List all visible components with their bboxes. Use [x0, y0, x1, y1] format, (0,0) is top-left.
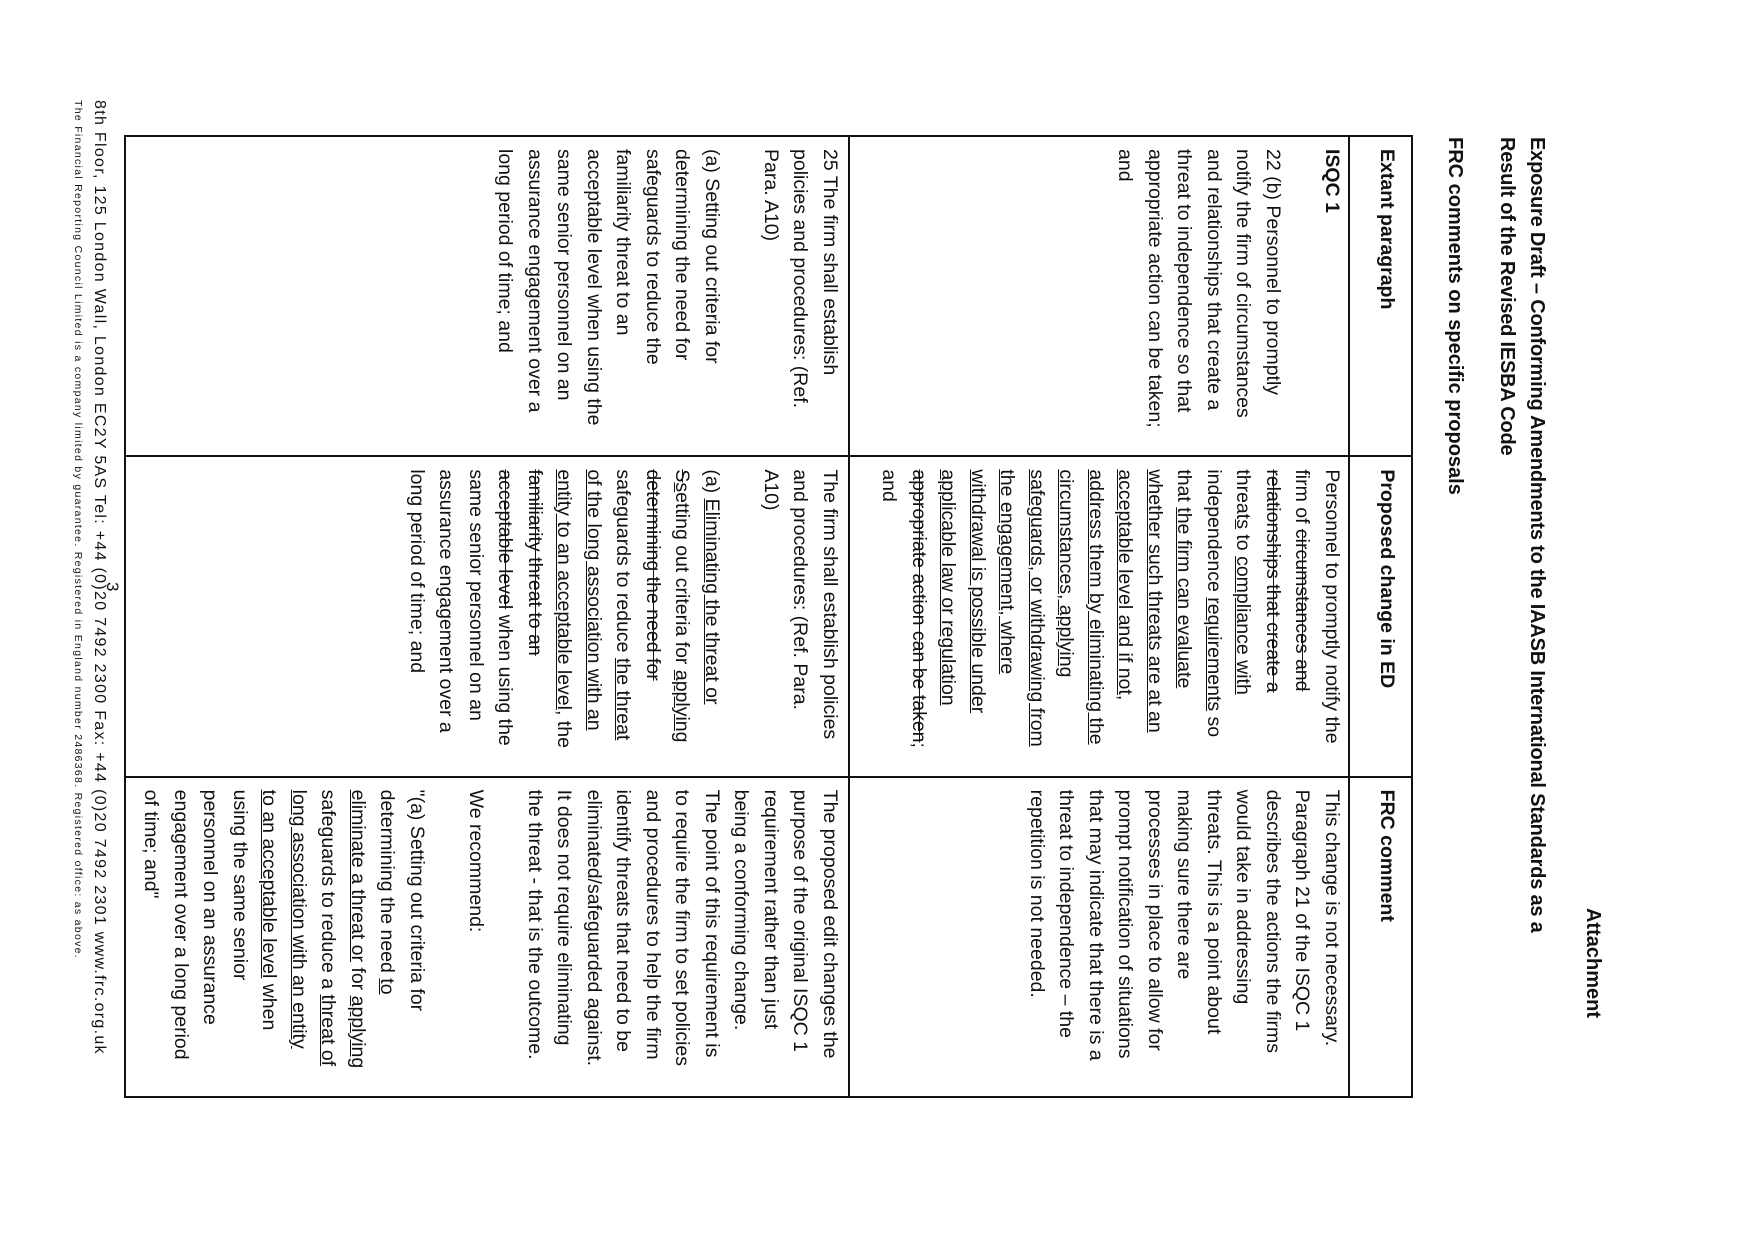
text-segment: that	[1173, 469, 1196, 508]
text-segment: identify threats that need to be	[612, 789, 635, 1053]
text-segment: Para. A10)	[760, 149, 782, 242]
text-segment: so	[1203, 711, 1225, 738]
text-line	[756, 469, 786, 767]
text-line	[963, 469, 993, 767]
text-segment: personnel on an assurance	[199, 789, 222, 1025]
text-line	[1169, 790, 1199, 1088]
proposals-table	[124, 135, 1413, 1098]
text-segment: The point of this requirement is	[701, 789, 723, 1058]
text-segment: requirement rather than just	[760, 789, 782, 1030]
text-segment: using the same senior	[229, 789, 251, 981]
inserted-text: compliance with	[1232, 556, 1255, 695]
text-line	[667, 149, 697, 447]
text-line	[1022, 469, 1052, 767]
text-line	[1228, 790, 1258, 1088]
inserted-text: long association with an entity	[288, 789, 310, 1049]
text-line	[372, 790, 402, 1088]
text-segment: safeguards to reduce the	[642, 149, 664, 365]
comment-cell	[125, 777, 849, 1097]
comment-cell	[849, 777, 1349, 1097]
deleted-text: relationships that create a	[1262, 469, 1284, 693]
text-segment: same senior personnel on an	[465, 469, 487, 721]
table-row	[125, 136, 849, 1097]
text-line	[166, 790, 196, 1088]
footer-company-info: The Financial Reporting Council Limited is a company limited by guarantee. Registered in England number 2486368. Registered office: as above.	[72, 100, 84, 959]
text-segment: firm of	[1291, 469, 1314, 529]
text-line	[608, 790, 638, 1088]
text-line	[1169, 149, 1199, 447]
text-line	[579, 469, 609, 767]
text-line	[756, 790, 786, 1088]
text-segment: the threat - that is the outcome.	[524, 789, 546, 1060]
text-segment: and relationships that create a	[1203, 149, 1225, 411]
text-line	[520, 469, 550, 767]
text-line	[1110, 149, 1140, 447]
text-segment: purpose of the original ISQC 1	[789, 789, 812, 1052]
text-line	[785, 790, 815, 1088]
text-line	[520, 149, 550, 447]
text-segment: and	[1114, 149, 1137, 182]
text-line	[726, 149, 756, 447]
text-line	[1110, 790, 1140, 1088]
text-line	[461, 469, 491, 767]
text-segment: appropriate action can be taken;	[1144, 149, 1166, 428]
text-line	[1317, 469, 1347, 767]
text-segment: and procedures to help the firm	[642, 789, 664, 1060]
inserted-text: requirements	[1203, 597, 1225, 712]
text-line	[1258, 469, 1288, 767]
text-line	[815, 790, 845, 1088]
inserted-text: applying	[347, 995, 369, 1069]
text-line	[608, 469, 638, 767]
column-header-extant: Extant paragraph	[1349, 136, 1412, 456]
text-segment: assurance engagement over a	[435, 469, 458, 733]
text-line	[785, 149, 815, 447]
deleted-text: acceptable level	[494, 469, 517, 610]
text-line	[1228, 149, 1258, 447]
document-title	[1492, 137, 1552, 933]
text-line	[461, 790, 491, 1088]
text-line	[1199, 469, 1229, 767]
deleted-text: determining the need for	[642, 469, 664, 681]
extant-cell	[849, 136, 1349, 456]
text-line	[667, 469, 697, 767]
text-segment: long period of time; and	[494, 149, 517, 353]
text-segment: safeguards to reduce a	[317, 789, 340, 995]
text-line	[549, 469, 579, 767]
text-segment: and procedures: (Ref. Para.	[789, 469, 812, 710]
text-line	[1110, 469, 1140, 767]
text-line	[579, 790, 609, 1088]
text-line	[490, 790, 520, 1088]
text-line	[697, 790, 727, 1088]
text-segment: engagement over a long period	[170, 789, 192, 1060]
text-segment: for	[347, 962, 369, 996]
text-segment: ;	[908, 742, 930, 748]
inserted-text: applying	[671, 669, 694, 743]
text-line	[1140, 469, 1170, 767]
text-segment: This change is not necessary.	[1321, 789, 1343, 1047]
text-segment: determining the need	[376, 789, 399, 979]
text-line	[815, 149, 845, 447]
text-segment: acceptable level when using the	[583, 149, 605, 426]
text-line	[638, 790, 668, 1088]
text-line	[1317, 790, 1347, 1088]
inserted-text: the engagement, where	[996, 469, 1019, 675]
inserted-text: s	[671, 482, 694, 493]
text-line	[1317, 149, 1347, 447]
text-segment: notify the firm of circumstances	[1232, 149, 1255, 418]
text-segment: of time; and"	[140, 789, 163, 899]
text-segment: repetition is not needed.	[1026, 789, 1048, 998]
text-segment: We recommend:	[465, 789, 487, 933]
deleted-text: appropriate action can be taken	[908, 469, 930, 743]
text-line	[933, 469, 963, 767]
text-segment: threat to independence so that	[1173, 149, 1196, 413]
text-segment: A10)	[760, 469, 782, 511]
text-segment: prompt notification of situations	[1114, 789, 1137, 1059]
text-segment: when	[258, 978, 281, 1031]
text-line	[697, 149, 727, 447]
text-line	[1258, 790, 1288, 1088]
text-segment: , the	[553, 709, 576, 748]
text-segment: long period of time; and	[406, 469, 428, 674]
text-segment: making sure there are	[1173, 789, 1196, 980]
text-line	[490, 149, 520, 447]
text-line	[1258, 149, 1288, 447]
text-segment: to require the firm to set policies	[671, 789, 694, 1067]
text-line	[254, 790, 284, 1088]
text-line	[1140, 149, 1170, 447]
inserted-text: address them by eliminating the	[1085, 469, 1107, 745]
proposed-cell	[125, 456, 849, 776]
text-segment: to	[1232, 528, 1255, 557]
deleted-text: S	[671, 469, 694, 483]
text-segment: 22 (b) Personnel to promptly	[1262, 149, 1284, 396]
title-line: Result of the Revised IESBA Code	[1496, 137, 1518, 456]
text-line	[1169, 469, 1199, 767]
inserted-text: Eliminating the threat or	[701, 498, 723, 705]
text-segment: 25 The firm shall establish	[819, 149, 841, 376]
inserted-text: the firm can evaluate	[1173, 507, 1196, 689]
inserted-text: applicable law or regulation	[937, 469, 960, 706]
text-line	[1140, 790, 1170, 1088]
text-segment: being a conforming change.	[730, 789, 753, 1031]
text-segment: Personnel to promptly notify the	[1321, 469, 1343, 744]
inserted-text: s	[1232, 519, 1255, 529]
text-segment: same senior personnel on an	[553, 149, 576, 401]
text-line	[549, 149, 579, 447]
extant-cell	[125, 136, 849, 456]
text-segment: policies and procedures: (Ref.	[789, 149, 812, 409]
text-segment: etting out criteria for	[671, 492, 694, 670]
text-line	[726, 790, 756, 1088]
text-segment: (a)	[701, 469, 723, 499]
footer-address: 8th Floor, 125 London Wall, London EC2Y 5AS Tel: +44 (0)20 7492 2300 Fax: +44 (0)20 7492 2301 www.frc.org.uk	[91, 100, 108, 1055]
inserted-text: acceptable level and if not,	[1114, 469, 1137, 701]
deleted-text: circumstances and	[1291, 528, 1314, 692]
inserted-text: safeguards, or withdrawing from	[1026, 469, 1048, 747]
standard-heading: ISQC 1	[1321, 149, 1343, 213]
text-line	[904, 469, 934, 767]
text-line	[284, 790, 314, 1088]
text-line	[1022, 790, 1052, 1088]
text-line	[313, 790, 343, 1088]
text-line	[136, 790, 166, 1088]
inserted-text: the threat	[612, 657, 635, 741]
text-line	[1081, 469, 1111, 767]
text-segment: determining the need for	[671, 149, 694, 361]
title-line: Exposure Draft – Conforming Amendments to the IAASB International Standards as a	[1526, 137, 1548, 933]
inserted-text: whether such threats are at an	[1144, 469, 1166, 733]
deleted-text: familiarity threat to an	[524, 469, 546, 656]
inserted-text: to	[376, 978, 399, 995]
inserted-text: eliminate a threat or	[347, 789, 369, 962]
text-line	[638, 149, 668, 447]
text-line	[490, 469, 520, 767]
text-segment: processes in place to allow for	[1144, 789, 1166, 1051]
text-segment: and	[878, 469, 901, 502]
text-line	[343, 790, 373, 1088]
text-line	[1199, 149, 1229, 447]
text-segment: eliminated/safeguarded against.	[583, 789, 605, 1067]
text-segment: threat to independence – the	[1055, 789, 1078, 1038]
text-line	[1199, 790, 1229, 1088]
text-line	[1287, 149, 1317, 447]
attachment-label: Attachment	[1582, 907, 1604, 1018]
text-segment: independence	[1203, 469, 1225, 598]
text-line	[1081, 790, 1111, 1088]
page-number: 3	[103, 582, 122, 592]
text-line	[1051, 790, 1081, 1088]
text-line	[195, 790, 225, 1088]
text-line	[992, 469, 1022, 767]
text-line	[756, 149, 786, 447]
text-line	[431, 469, 461, 767]
text-segment: The proposed edit changes the	[819, 789, 841, 1059]
text-segment: would take in addressing	[1232, 789, 1255, 1005]
text-segment: safeguards to reduce	[612, 469, 635, 658]
table-header-row	[1349, 136, 1412, 1097]
text-line	[815, 469, 845, 767]
text-segment: threat	[1232, 469, 1255, 520]
inserted-text: to an acceptable level	[258, 789, 281, 979]
text-line	[667, 790, 697, 1088]
text-line	[1287, 469, 1317, 767]
text-segment: Paragraph 21 of the ISQC 1	[1291, 789, 1314, 1032]
text-line	[579, 149, 609, 447]
text-segment: familiarity threat to an	[612, 149, 635, 336]
text-line	[431, 790, 461, 1088]
text-line	[520, 790, 550, 1088]
inserted-text: circumstances, applying	[1055, 469, 1078, 678]
text-segment: describes the actions the firms	[1262, 789, 1284, 1054]
text-line	[549, 790, 579, 1088]
text-line	[402, 790, 432, 1088]
text-segment: assurance engagement over a	[524, 149, 546, 413]
inserted-text: entity to an acceptable level	[553, 469, 576, 710]
text-line	[785, 469, 815, 767]
text-segment: (a) Setting out criteria for	[701, 149, 723, 364]
text-line	[1051, 469, 1081, 767]
text-segment: The firm shall establish policies	[819, 469, 841, 740]
text-line	[874, 469, 904, 767]
proposed-cell	[849, 456, 1349, 776]
inserted-text: withdrawal is possible under	[967, 469, 989, 714]
inserted-text: of the long association with an	[583, 469, 605, 731]
table-row	[849, 136, 1349, 1097]
text-segment: threats. This is a point about	[1203, 789, 1225, 1035]
column-header-comment: FRC comment	[1349, 777, 1412, 1097]
text-line	[638, 469, 668, 767]
text-line	[726, 469, 756, 767]
text-line	[697, 469, 727, 767]
text-segment: that may indicate that there is a	[1085, 789, 1107, 1061]
inserted-text: threat of	[317, 994, 340, 1067]
text-line	[1228, 469, 1258, 767]
section-heading: FRC comments on specific proposals	[1444, 137, 1466, 495]
text-line	[608, 149, 638, 447]
text-segment: "(a) Setting out criteria for	[406, 789, 428, 1012]
text-line	[1287, 790, 1317, 1088]
column-header-proposed: Proposed change in ED	[1349, 456, 1412, 776]
text-segment: when using the	[494, 609, 517, 746]
text-segment: It does not require eliminating	[553, 789, 576, 1046]
text-line	[402, 469, 432, 767]
text-line	[225, 790, 255, 1088]
